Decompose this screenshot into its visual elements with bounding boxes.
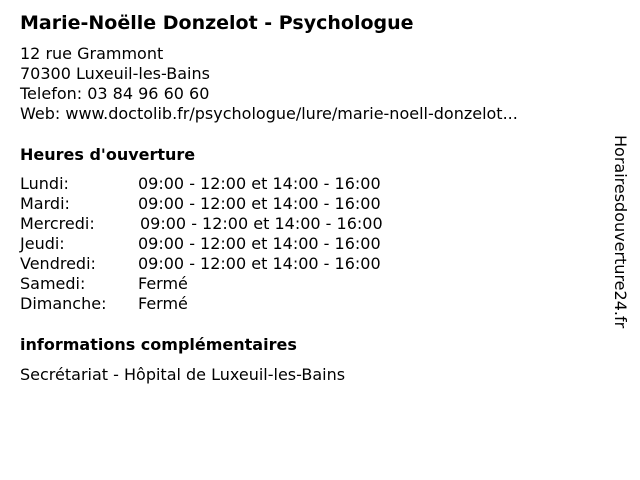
hours-day: Dimanche: xyxy=(20,294,107,313)
hours-row-tuesday xyxy=(20,194,383,214)
hours-day: Jeudi: xyxy=(20,234,65,253)
hours-row-friday xyxy=(20,254,383,274)
hours-time: Fermé xyxy=(138,294,188,313)
hours-time: 09:00 - 12:00 et 14:00 - 16:00 xyxy=(138,234,381,253)
hours-time: Fermé xyxy=(138,274,188,293)
hours-row-saturday xyxy=(20,274,383,294)
hours-day: Vendredi: xyxy=(20,254,96,273)
page-title: Marie-Noëlle Donzelot - Psychologue xyxy=(20,12,414,34)
opening-hours-table xyxy=(20,174,383,314)
additional-info-text: Secrétariat - Hôpital de Luxeuil-les-Bains xyxy=(20,365,346,384)
hours-day: Mercredi: xyxy=(20,214,95,233)
opening-hours-heading: Heures d'ouverture xyxy=(20,145,196,164)
hours-day: Lundi: xyxy=(20,174,69,193)
hours-time: 09:00 - 12:00 et 14:00 - 16:00 xyxy=(138,174,381,193)
website-link[interactable]: Web: www.doctolib.fr/psychologue/lure/marie-noell-donzelot... xyxy=(20,104,518,123)
hours-time: 09:00 - 12:00 et 14:00 - 16:00 xyxy=(138,254,381,273)
address-block xyxy=(20,44,518,124)
additional-info-heading: informations complémentaires xyxy=(20,335,297,354)
hours-row-sunday xyxy=(20,294,383,314)
hours-row-wednesday xyxy=(20,214,383,234)
site-brand-vertical[interactable]: Horairesdouverture24.fr xyxy=(611,135,630,329)
hours-row-thursday xyxy=(20,234,383,254)
address-city: 70300 Luxeuil-les-Bains xyxy=(20,64,210,83)
hours-day: Mardi: xyxy=(20,194,70,213)
address-street: 12 rue Grammont xyxy=(20,44,164,63)
phone-number[interactable]: Telefon: 03 84 96 60 60 xyxy=(20,84,210,103)
hours-day: Samedi: xyxy=(20,274,86,293)
hours-row-monday xyxy=(20,174,383,194)
hours-time: 09:00 - 12:00 et 14:00 - 16:00 xyxy=(140,214,383,233)
hours-time: 09:00 - 12:00 et 14:00 - 16:00 xyxy=(138,194,381,213)
